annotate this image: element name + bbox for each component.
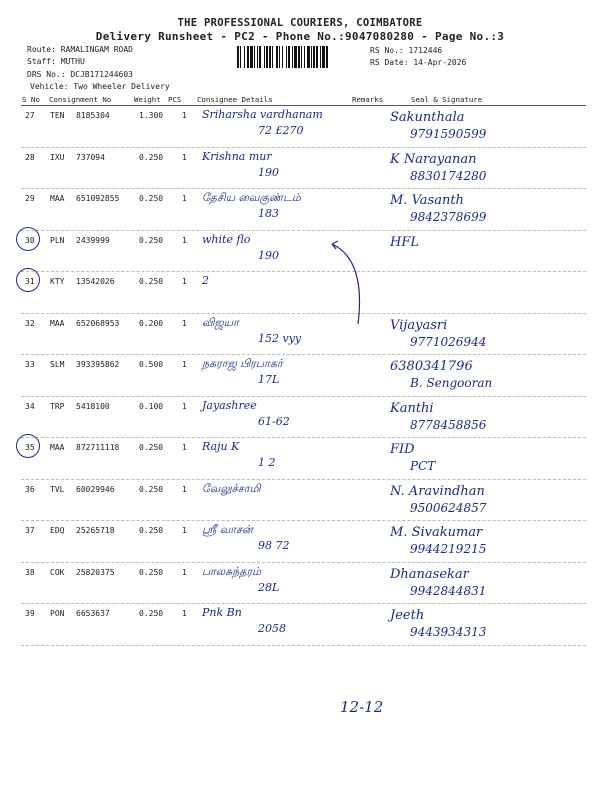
pcs-value: 1 — [182, 111, 187, 120]
barcode-bar — [326, 46, 328, 68]
serial-number: 32 — [25, 318, 35, 328]
serial-number: 28 — [25, 152, 35, 162]
weight-value: 0.250 — [139, 567, 164, 577]
consignee-handwriting-2: 190 — [258, 165, 279, 179]
barcode-bar — [304, 46, 305, 68]
signature-phone-handwriting: B. Sengooran — [410, 376, 493, 390]
consignment-prefix: EDQ — [50, 526, 65, 535]
weight-value: 0.250 — [139, 609, 164, 618]
col-header-weight: Weight — [134, 95, 161, 104]
barcode-bar — [311, 46, 312, 68]
circled-entry-mark — [16, 268, 40, 292]
consignee-handwriting: 2 — [202, 274, 209, 287]
weight-value: 1.300 — [139, 111, 164, 120]
consignment-prefix: IXU — [50, 152, 65, 162]
header-divider — [21, 105, 586, 106]
serial-number: 37 — [25, 526, 35, 535]
barcode-bar — [320, 46, 321, 68]
signature-handwriting: Sakunthala — [390, 110, 465, 125]
consignee-handwriting: Pnk Bn — [202, 606, 242, 619]
row-divider — [21, 603, 586, 604]
consignee-handwriting: Jayashree — [202, 398, 257, 412]
barcode-bar — [288, 46, 290, 68]
table-row — [0, 191, 600, 231]
signature-handwriting: Kanthi — [390, 400, 434, 416]
row-divider — [21, 479, 586, 480]
barcode-bar — [279, 46, 280, 68]
table-row — [0, 316, 600, 356]
consignment-number: 5418100 — [76, 401, 110, 411]
signature-handwriting: M. Vasanth — [390, 193, 464, 208]
staff: Staff: MUTHU — [27, 57, 85, 66]
consignee-handwriting-2: 72 £270 — [258, 124, 304, 137]
consignment-number: 8185304 — [76, 111, 110, 120]
row-divider — [21, 188, 586, 189]
consignment-prefix: PON — [50, 609, 65, 618]
barcode-bar — [272, 46, 273, 68]
consignee-handwriting-2: 17L — [258, 373, 280, 386]
consignee-handwriting-2: 2058 — [258, 622, 286, 635]
signature-handwriting: HFL — [390, 234, 419, 250]
vehicle: Vehicle: Two Wheeler Delivery — [30, 82, 170, 91]
row-divider — [21, 645, 586, 646]
pcs-value: 1 — [182, 401, 187, 411]
serial-number: 38 — [25, 567, 35, 577]
barcode-bar — [316, 46, 318, 68]
route: Route: RAMALINGAM ROAD — [27, 45, 133, 54]
weight-value: 0.250 — [139, 194, 164, 203]
signature-phone-handwriting: 9944219215 — [410, 542, 487, 556]
table-row — [0, 399, 600, 439]
row-divider — [21, 520, 586, 521]
table-row — [0, 606, 600, 646]
table-row — [0, 108, 600, 148]
serial-number: 33 — [25, 360, 35, 369]
barcode-bar — [240, 46, 241, 68]
weight-value: 0.250 — [139, 235, 164, 245]
row-divider — [21, 354, 586, 355]
weight-value: 0.250 — [139, 526, 164, 535]
weight-value: 0.100 — [139, 401, 164, 411]
serial-number: 36 — [25, 484, 35, 494]
consignee-handwriting-2: 1 2 — [258, 456, 276, 469]
consignee-handwriting-2: 190 — [258, 248, 279, 262]
consignee-handwriting: Sriharsha vardhanam — [202, 108, 323, 121]
consignment-prefix: TEN — [50, 111, 65, 120]
table-row — [0, 357, 600, 397]
row-divider — [21, 396, 586, 397]
rs-date: RS Date: 14-Apr-2026 — [370, 58, 467, 67]
barcode-bar — [301, 46, 302, 68]
consignment-number: 651092855 — [76, 194, 120, 203]
barcode-image — [237, 46, 365, 68]
consignee-handwriting-2: 152 vyy — [258, 331, 302, 345]
consignment-number: 872711118 — [76, 443, 120, 452]
col-header-consignee: Consignee Details — [197, 95, 273, 104]
row-divider — [21, 230, 586, 231]
signature-handwriting: Jeeth — [390, 608, 425, 623]
company-title: THE PROFESSIONAL COURIERS, COIMBATORE — [177, 17, 423, 29]
pcs-value: 1 — [182, 526, 187, 535]
row-divider — [21, 271, 586, 272]
row-divider — [21, 562, 586, 563]
consignment-prefix: PLN — [50, 235, 65, 245]
consignment-prefix: MAA — [50, 194, 65, 203]
consignee-handwriting: தேசிய வைகுண்டம் — [202, 191, 301, 204]
weight-value: 0.200 — [139, 318, 164, 328]
signature-handwriting: Vijayasri — [390, 317, 448, 333]
consignment-prefix: SLM — [50, 360, 65, 369]
weight-value: 0.250 — [139, 484, 164, 494]
pcs-value: 1 — [182, 567, 187, 577]
consignee-handwriting: ஸ்ரீ வாசன் — [202, 523, 253, 536]
serial-number: 30 — [25, 235, 35, 245]
serial-number: 34 — [25, 401, 35, 411]
table-row — [0, 523, 600, 563]
barcode-bar — [266, 46, 268, 68]
barcode-bar — [282, 46, 283, 68]
consignee-handwriting: Raju K — [202, 440, 240, 453]
consignment-number: 25265718 — [76, 526, 115, 535]
signature-phone-handwriting: 9842378699 — [410, 210, 487, 224]
signature-phone-handwriting: 8830174280 — [410, 168, 487, 183]
signature-phone-handwriting: 9771026944 — [410, 334, 487, 349]
consignment-number: 393395862 — [76, 360, 120, 369]
consignee-handwriting: பாலசுந்தரம் — [202, 564, 261, 578]
consignment-prefix: MAA — [50, 318, 65, 328]
serial-number: 27 — [25, 111, 35, 120]
consignment-number: 25820375 — [76, 567, 115, 577]
barcode-bar — [276, 46, 278, 68]
barcode-bar — [237, 46, 239, 68]
table-row — [0, 482, 600, 522]
consignment-number: 6653637 — [76, 609, 110, 618]
col-header-sno: S No — [22, 95, 40, 104]
barcode-bar — [286, 46, 287, 68]
weight-value: 0.250 — [139, 443, 164, 452]
signature-handwriting: Dhanasekar — [390, 566, 469, 582]
col-header-remarks: Remarks — [352, 95, 384, 104]
serial-number: 35 — [25, 443, 35, 452]
pcs-value: 1 — [182, 443, 187, 452]
row-divider — [21, 313, 586, 314]
pcs-value: 1 — [182, 609, 187, 618]
barcode-bar — [269, 46, 271, 68]
serial-number: 31 — [25, 277, 35, 286]
rs-number: RS No.: 1712446 — [370, 46, 443, 55]
signature-phone-handwriting: 9443934313 — [410, 625, 487, 639]
barcode-bar — [313, 46, 315, 68]
signature-phone-handwriting: 9791590599 — [410, 127, 487, 141]
row-divider — [21, 437, 586, 438]
signature-handwriting: M. Sivakumar — [390, 525, 483, 540]
barcode-bar — [292, 46, 293, 68]
pcs-value: 1 — [182, 235, 187, 245]
signature-handwriting: FID — [390, 442, 415, 457]
runsheet-subtitle: Delivery Runsheet - PC2 - Phone No.:9047080280 - Page No.:3 — [95, 30, 505, 43]
table-row — [0, 274, 600, 314]
consignment-prefix: TVL — [50, 484, 65, 494]
barcode-bar — [264, 46, 265, 68]
pcs-value: 1 — [182, 194, 187, 203]
consignment-number: 737094 — [76, 152, 105, 162]
pcs-value: 1 — [182, 484, 187, 494]
consignee-handwriting-2: 61-62 — [258, 414, 290, 428]
signature-phone-handwriting: PCT — [410, 459, 436, 473]
barcode-bar — [244, 46, 245, 68]
consignment-number: 60029946 — [76, 484, 115, 494]
consignee-handwriting: வேலுச்சாமி — [202, 481, 261, 495]
barcode-bar — [247, 46, 249, 68]
serial-number: 39 — [25, 609, 35, 618]
row-divider — [21, 147, 586, 148]
consignee-handwriting: Krishna mur — [202, 149, 272, 163]
signature-phone-handwriting: 9942844831 — [410, 583, 487, 598]
consignment-prefix: MAA — [50, 443, 65, 452]
weight-value: 0.500 — [139, 360, 164, 369]
barcode-bar — [254, 46, 255, 68]
signature-handwriting: K Narayanan — [390, 151, 477, 167]
barcode-bar — [250, 46, 253, 68]
table-row — [0, 233, 600, 273]
signature-handwriting: 6380341796 — [390, 359, 473, 374]
pcs-value: 1 — [182, 360, 187, 369]
arrow-mark — [330, 240, 370, 330]
consignment-prefix: KTY — [50, 277, 65, 286]
barcode-bar — [307, 46, 310, 68]
table-row — [0, 440, 600, 480]
consignee-handwriting-2: 28L — [258, 580, 280, 594]
consignee-handwriting-2: 98 72 — [258, 539, 290, 552]
barcode-bar — [322, 46, 325, 68]
weight-value: 0.250 — [139, 152, 164, 162]
pcs-value: 1 — [182, 277, 187, 286]
signature-handwriting: N. Aravindhan — [390, 483, 485, 499]
consignee-handwriting: விஜயா — [202, 315, 239, 329]
circled-entry-mark — [16, 434, 40, 458]
weight-value: 0.250 — [139, 277, 164, 286]
circled-entry-mark — [16, 227, 40, 251]
barcode-bar — [259, 46, 261, 68]
consignee-handwriting-2: 183 — [258, 207, 279, 220]
col-header-consignment: Consignment No — [49, 95, 112, 104]
consignment-prefix: TRP — [50, 401, 65, 411]
signature-phone-handwriting: 9500624857 — [410, 500, 487, 515]
table-row — [0, 565, 600, 605]
consignee-handwriting: white flo — [202, 232, 251, 246]
col-header-pcs: PCS — [168, 95, 182, 104]
consignment-prefix: COK — [50, 567, 65, 577]
consignment-number: 652068953 — [76, 318, 120, 328]
drs-number: DRS No.: DCJB171244603 — [27, 70, 133, 79]
barcode-bar — [298, 46, 300, 68]
consignment-number: 2439999 — [76, 235, 110, 245]
consignment-number: 13542026 — [76, 277, 115, 286]
pcs-value: 1 — [182, 152, 187, 162]
col-header-seal: Seal & Signature — [411, 95, 483, 104]
table-row — [0, 150, 600, 190]
footer-handwritten-note: 12-12 — [340, 698, 384, 716]
signature-phone-handwriting: 8778458856 — [410, 417, 487, 432]
pcs-value: 1 — [182, 318, 187, 328]
serial-number: 29 — [25, 194, 35, 203]
consignee-handwriting: நகராஜ பிரபாகர் — [202, 357, 283, 370]
barcode-bar — [257, 46, 258, 68]
barcode-bar — [294, 46, 297, 68]
